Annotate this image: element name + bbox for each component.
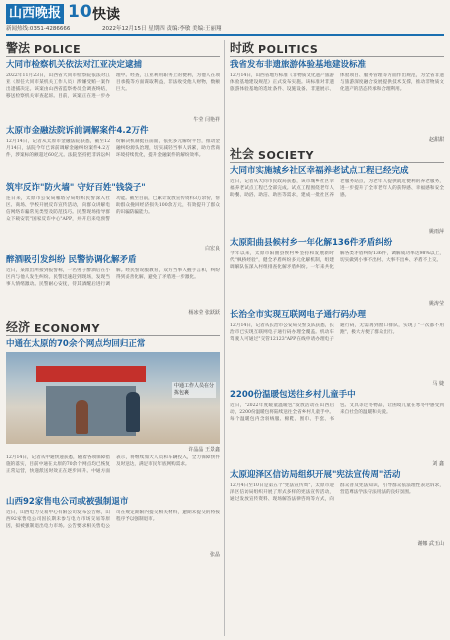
article-byline: 刘 鑫 [432, 461, 444, 467]
right-column [230, 40, 444, 550]
article-byline: 谢娜 武玉山 [417, 541, 444, 547]
section-title-en: SOCIETY [258, 149, 314, 162]
left-column [6, 40, 220, 561]
article-body: 今年以来，太原市阳曲县侯村乡坚持和发展新时代"枫桥经验"，健全矛盾纠纷多元化解机制，组建调解队伍深入村组排查化解矛盾纠纷。一年来共化解各类矛盾纠纷136件，调解成功率达98%以上，切实做到小事不出村、大事不出乡、矛盾不上交。 [230, 251, 444, 270]
section-header-economy [6, 319, 220, 336]
storefront-door-shape [46, 386, 136, 436]
photo-caption: 中通工作人员在分拣包裹 [174, 383, 215, 396]
article-byline: 赵甜甜 [428, 137, 444, 143]
article-headline[interactable]: 太原迎泽区信访局组织开展"宪法宣传周"活动 [230, 470, 401, 480]
column-divider [224, 40, 225, 636]
article-byline: 牛莹 闫艳祥 [193, 117, 220, 123]
worker-figure [76, 400, 88, 434]
article-body: 近日，记者从大同市民政局获悉，该市城乡社区幸福养老试点工程已全部完成。试点工程围绕老年人助餐、助浴、助洁、助医等需求，建成一批社区养老服务站点，为老年人提供就近便利的养老服务，进一步提升了全市老年人的获得感、幸福感和安全感。 [230, 179, 444, 198]
section-header-police [6, 40, 220, 57]
section-title-cn: 经济 [6, 320, 31, 334]
section-title-en: POLITICS [258, 43, 319, 56]
section-title-cn: 时政 [230, 41, 255, 55]
article-headline[interactable]: 太原市金融法院诉前调解案件4.2万件 [6, 126, 149, 136]
article-headline[interactable]: 醉酒吸引发纠纷 民警协调化解矛盾 [6, 255, 137, 265]
masthead [6, 2, 444, 36]
article-headline[interactable]: 长治全市实现互联网电子通行码办理 [230, 310, 367, 320]
article-headline[interactable]: 筑牢反诈"防火墙" 守好百姓"钱袋子" [6, 183, 146, 193]
article-body: 近日，"2022年度暖童温暖包"发放活动在山西启动，2200份温暖包将陆续送往全省乡村儿童手中。每个温暖包内含羽绒服、棉鞋、围巾、手套、书包、文具等过冬物品，让困境儿童在寒冬中感受到来自社会的温暖和关爱。 [230, 403, 444, 422]
article-headline[interactable]: 大同市检察机关依法对江亚决定逮捕 [6, 60, 143, 70]
section-title-cn: 社会 [230, 147, 255, 161]
article-body: 12月14日，记者从长治市公安局交警支队获悉，长治市已实现互联网电子通行码办理全覆盖。机动车驾驶人可通过"交管12123"APP在线申请办理电子通行码，无需再到窗口排队，实现了"一次都不用跑"，极大方便了群众出行。 [230, 323, 444, 342]
article-headline[interactable]: 山西92家售电公司或被强制退市 [6, 497, 129, 507]
article-headline[interactable]: 中通在太原的70余个网点均回归正常 [6, 339, 146, 349]
page-section-title: 快读 [92, 7, 120, 23]
article-body: 12月14日，记者从太原市金融法院获悉，截至12月14日，法院今年已诉前调解金融纠纷案件4.2万件，涉案标的额超过60亿元。法院坚持把非诉讼纠纷解决机制挺在前面，依托多元解纷平台，推动金融纠纷源头治理，切实减轻当事人诉累，助力营商环境持续优化，提升金融案件的解纷效率。 [6, 139, 220, 158]
article-byline: 白宏良 [204, 246, 220, 252]
article-body: 12月4日至10日是第五个"宪法宣传周"，太原市迎泽区信访局组织开展了形式多样的宪法宣传活动，通过发放宣传资料、现场解答法律咨询等方式，向群众普及宪法知识，引导群众依法理性表达诉求，营造尊法学法守法用法的良好氛围。 [230, 483, 444, 502]
section-title-en: POLICE [34, 43, 82, 56]
photo-credit: 许晶晶 王景鑫 [188, 447, 220, 453]
article-byline: 姚雨萍 [428, 229, 444, 235]
news-photo[interactable] [6, 352, 220, 444]
article-body: 12月14日，山西省地方标准《非物质文化遗产旅游体验基地建设规范》正式发布实施。该标准对非遗旅游体验基地的选址条件、设施设备、非遗展示、体验项目、服务管理等方面作出规范，为全省非遗与旅游深度融合发展提供技术支撑，推动非物质文化遗产的活态传承和合理利用。 [230, 73, 444, 92]
article-headline[interactable]: 大同市实施城乡社区幸福养老试点工程已经完成 [230, 166, 409, 176]
worker-figure [126, 392, 140, 432]
article-body: 2022年11月23日，山西省大同市检察院依法对江亚（原任大同市某机关工作人员）涉嫌受贿一案作出逮捕决定。该案由山西省监察委员会调查终结，移送检察机关审查起诉。目前，该案正在进一步办理中。经查，江亚利用职务上的便利，为他人在项目承揽等方面谋取利益，非法收受他人财物，数额巨大。 [6, 73, 220, 99]
article-body: 近日，山西电力交易中心有限公司发布公告称，山西92家售电公司因长期未参与电力市场交易等原因，拟被强制退出电力市场。公告要求相关售电公司在规定期限内提交相关材料，逾期未提交的将按程序予以强制退市。 [6, 510, 220, 529]
article-headline[interactable]: 太原阳曲县候村乡一年化解136件矛盾纠纷 [230, 238, 393, 248]
article-byline: 姚涛莹 [428, 301, 444, 307]
storefront-sign-shape [36, 366, 146, 382]
issue-meta: 2022年12月15日 星期四 责编:李敏 美编:王丽翔 [102, 26, 222, 32]
article-byline: 马 婕 [432, 381, 444, 387]
article-body: 12月14日，记者从中通快递获悉，随着各项保障措施的落实，目前中通在太原的70余个网点均已恢复正常运营，快递派送时效正在逐步回升。中通方面表示，将继续加大人员和车辆投入，全力保障快件及时送达，满足市民年底网购需求。 [6, 455, 220, 474]
article-body: 近日，某派出所接到报警称，一名男子醉酒后在小区内与他人发生纠纷。民警迅速赶到现场，发现当事人情绪激动。民警耐心安抚，待其酒醒后进行调解。经民警说服教育，双方当事人握手言和，纠纷得到妥善化解，避免了矛盾进一步激化。 [6, 268, 220, 287]
article-byline: 杨冰莹 张跃跃 [188, 310, 220, 316]
newspaper-logo: 山西晚报 [6, 4, 64, 24]
section-title-cn: 警法 [6, 41, 31, 55]
article-body: 连日来，太原市公安局雁塔分局组织民警深入社区、商场、学校开展反诈宣传活动，向群众讲解电信网络诈骗常见类型及防范技巧。民警现场指导群众下载安装"国家反诈中心"APP，并开启来电预警功能。截至目前，已累计发放宣传资料3万余份，帮助群众挽回经济损失100余万元，有效提升了群众的识骗防骗能力。 [6, 196, 220, 222]
news-hotline: 新闻热线:0351-4286666 [6, 26, 71, 32]
page-number: 10 [68, 2, 92, 22]
section-header-politics [230, 40, 444, 57]
article-byline: 张晶 [209, 552, 220, 558]
section-header-society [230, 146, 444, 163]
section-title-en: ECONOMY [34, 322, 100, 335]
article-headline[interactable]: 2200份温暖包送往乡村儿童手中 [230, 390, 356, 400]
article-headline[interactable]: 我省发布非遗旅游体验基地建设标准 [230, 60, 367, 70]
